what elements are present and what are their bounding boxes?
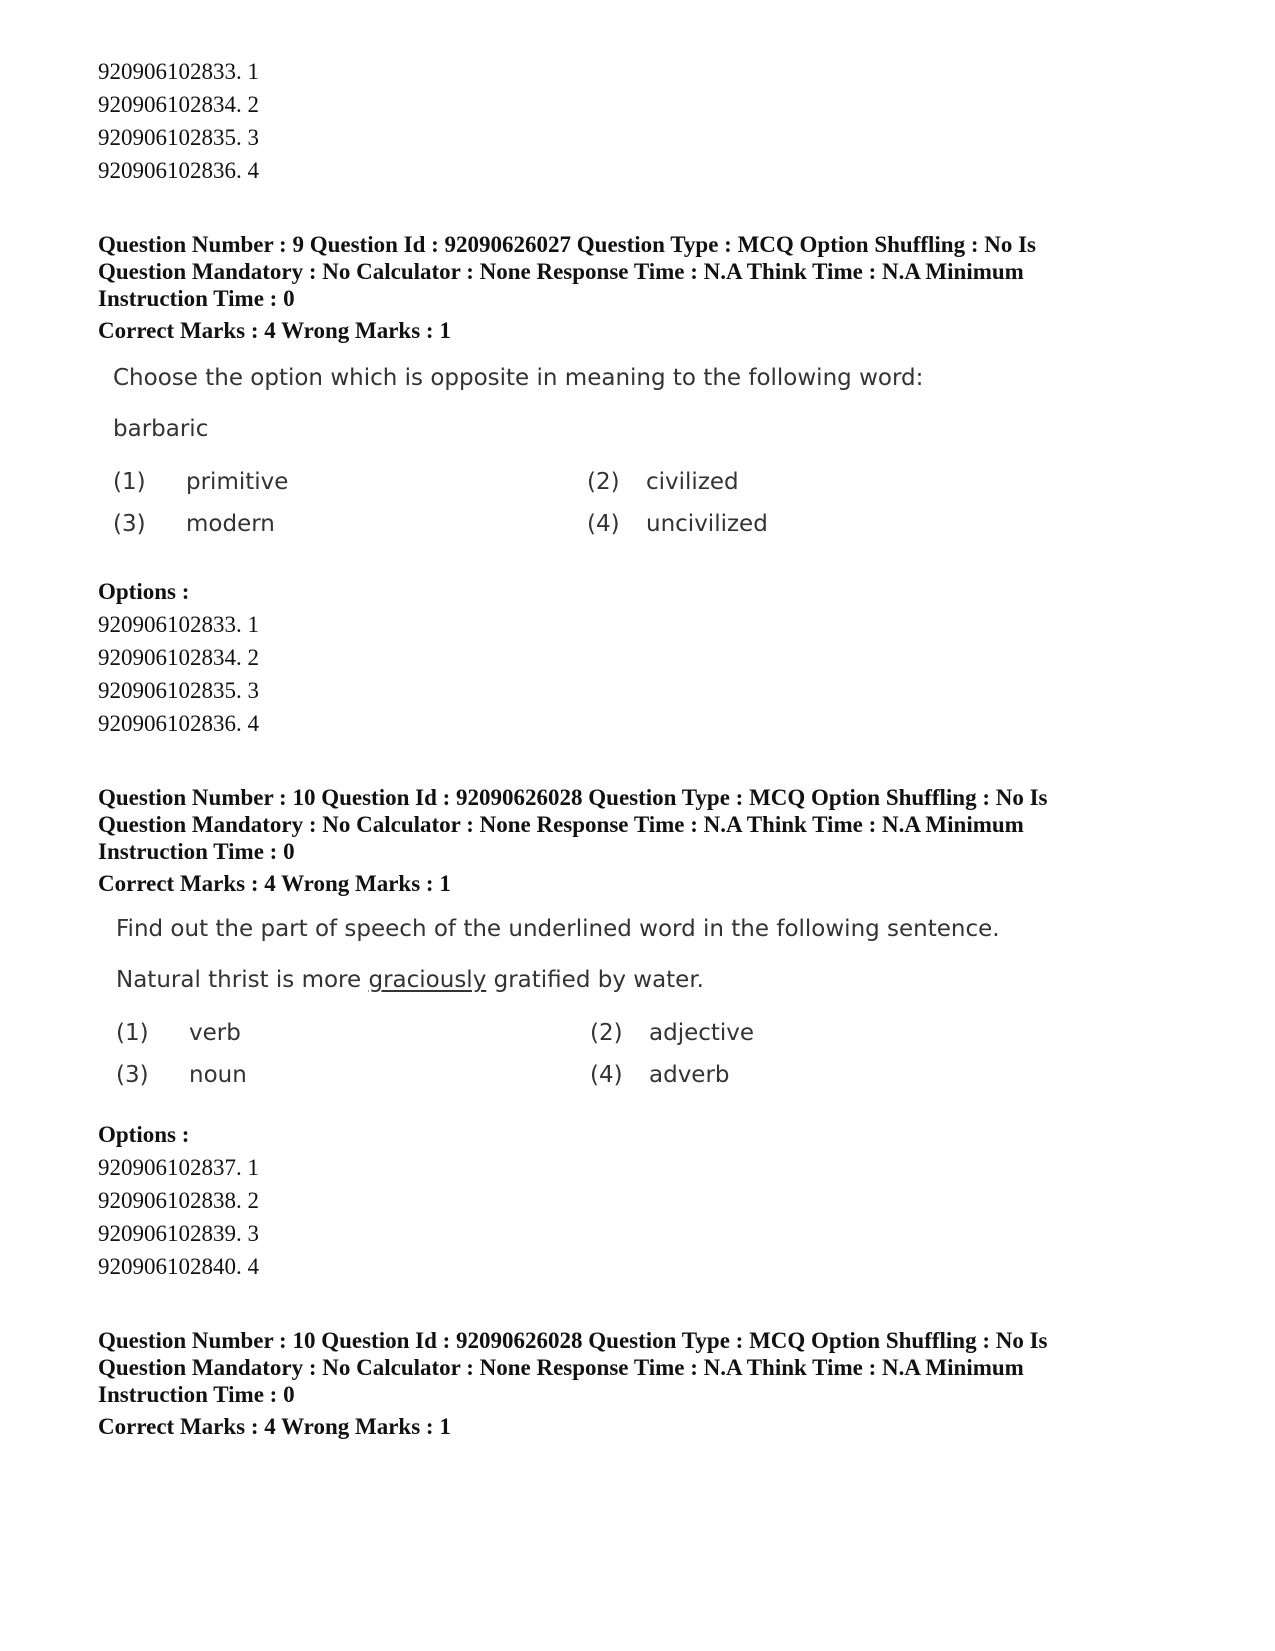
option-line: 920906102833. 1 [98,59,259,84]
option-line: 920906102835. 3 [98,125,259,150]
question-marks: Correct Marks : 4 Wrong Marks : 1 [98,1414,451,1439]
option-line: 920906102836. 4 [98,711,259,736]
option-line: 920906102834. 2 [98,645,259,670]
question-marks: Correct Marks : 4 Wrong Marks : 1 [98,871,451,896]
choice-text: verb [189,1020,241,1046]
choice-number: (2) [587,469,620,495]
option-line: 920906102834. 2 [98,92,259,117]
option-line: 920906102836. 4 [98,158,259,183]
question-meta-line: Instruction Time : 0 [98,1382,295,1407]
underlined-word: graciously [368,967,487,993]
option-line: 920906102838. 2 [98,1188,259,1213]
choice-number: (1) [116,1020,149,1046]
option-line: 920906102839. 3 [98,1221,259,1246]
choice-number: (4) [590,1062,623,1088]
options-title: Options : [98,579,190,604]
option-line: 920906102833. 1 [98,612,259,637]
question-meta-line: Question Mandatory : No Calculator : None Response Time : N.A Think Time : N.A Minimum [98,812,1024,837]
question-meta-line: Question Mandatory : No Calculator : None Response Time : N.A Think Time : N.A Minimum [98,1355,1024,1380]
choice-number: (4) [587,511,620,537]
choice-number: (3) [116,1062,149,1088]
question-word: barbaric [113,416,209,442]
option-line: 920906102835. 3 [98,678,259,703]
question-meta-line: Question Mandatory : No Calculator : None Response Time : N.A Think Time : N.A Minimum [98,259,1024,284]
question-image [113,365,973,550]
question-meta-line: Instruction Time : 0 [98,839,295,864]
choice-text: noun [189,1062,247,1088]
choice-number: (2) [590,1020,623,1046]
question-meta-line: Question Number : 10 Question Id : 92090626028 Question Type : MCQ Option Shuffling : No Is [98,1328,1048,1353]
question-sentence [116,967,704,993]
question-meta-line: Instruction Time : 0 [98,286,295,311]
question-marks: Correct Marks : 4 Wrong Marks : 1 [98,318,451,343]
choice-text: uncivilized [646,511,768,537]
choice-text: civilized [646,469,739,495]
choice-number: (3) [113,511,146,537]
choice-text: primitive [186,469,289,495]
question-meta-line: Question Number : 10 Question Id : 92090626028 Question Type : MCQ Option Shuffling : No Is [98,785,1048,810]
choice-number: (1) [113,469,146,495]
sentence-part: Natural thrist is more [116,967,369,993]
question-prompt: Find out the part of speech of the underlined word in the following sentence. [116,916,1000,942]
question-prompt: Choose the option which is opposite in meaning to the following word: [113,365,924,391]
options-title: Options : [98,1122,190,1147]
option-line: 920906102837. 1 [98,1155,259,1180]
question-image [116,916,1000,1101]
sentence-part: gratified by water. [486,967,704,993]
choice-text: modern [186,511,275,537]
choice-text: adverb [649,1062,730,1088]
question-meta-line: Question Number : 9 Question Id : 92090626027 Question Type : MCQ Option Shuffling : No Is [98,232,1037,257]
choice-text: adjective [649,1020,755,1046]
option-line: 920906102840. 4 [98,1254,259,1279]
